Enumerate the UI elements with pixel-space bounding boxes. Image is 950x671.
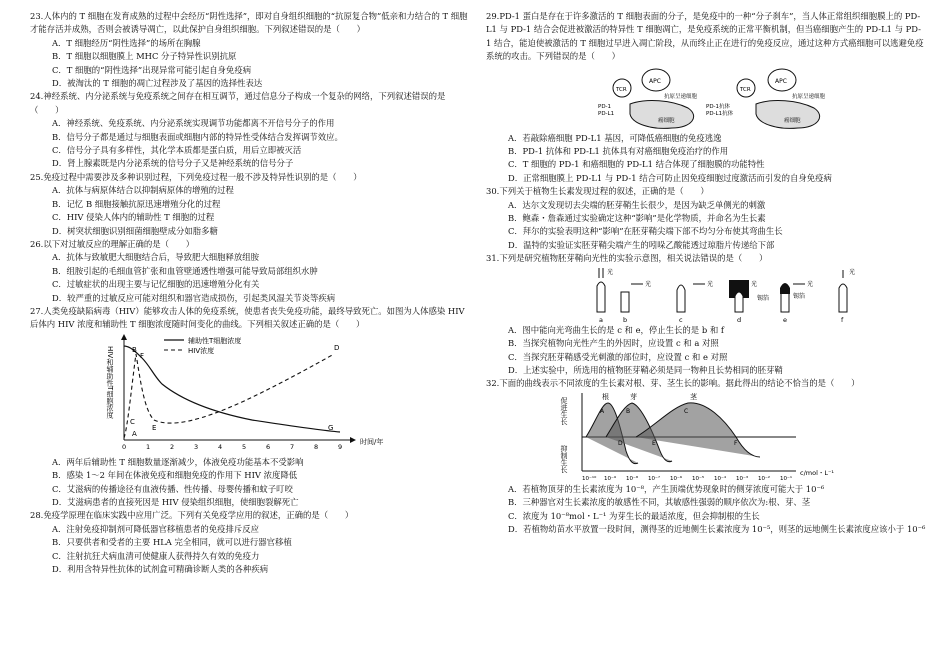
point-e: E <box>152 423 157 432</box>
apc-text-left: 抗原呈递细胞 <box>664 93 698 100</box>
apc-label-left: APC <box>649 77 661 85</box>
light-label-f: 光 <box>849 268 856 276</box>
option-b: B．组胺引起的毛细血管扩张和血管壁通透性增强可能导致局部组织水肿 <box>52 265 318 276</box>
point-b: B <box>132 345 137 354</box>
svg-text:10⁻²: 10⁻² <box>758 475 771 482</box>
svg-text:4: 4 <box>218 442 223 451</box>
hiv-chart <box>102 332 402 456</box>
question-23-stem: 23.人体内的 T 细胞在发育成熟的过程中会经历“阴性选择”，即对自身组织细胞的“抗原复合物”低亲和力结合的 T 细胞才能存活并成熟，否则会被诱导凋亡，以此保护自身组织细胞。下列叙述错误的是（ ） <box>30 11 468 35</box>
question-26 <box>30 238 468 305</box>
x-arrow <box>350 437 356 443</box>
question-30 <box>486 185 926 252</box>
light-label-b: 光 <box>645 280 652 288</box>
pdl1-antibody-label: PD-L1抗体 <box>706 110 734 117</box>
svg-text:A: A <box>600 407 605 415</box>
t-cell-curve <box>124 343 340 432</box>
option-d: D．较严重的过敏反应可能对组织和器官造成损伤，引起类风湿关节炎等疾病 <box>52 292 336 303</box>
cancer-cell-left <box>630 100 694 128</box>
svg-text:10⁻⁴: 10⁻⁴ <box>714 475 727 482</box>
svg-text:D: D <box>618 439 623 447</box>
point-g: G <box>328 423 334 432</box>
y-arrow <box>121 334 127 340</box>
question-30-stem: 30.下列关于植物生长素发现过程的叙述，正确的是（ ） <box>486 186 709 197</box>
coleoptile-c <box>677 285 685 312</box>
inhibit-label: 抑制生长 <box>560 444 568 473</box>
pd1-antibody-label: PD-1抗体 <box>706 103 731 110</box>
option-a: A．注射免疫抑制剂可降低器官移植患者的免疫排斥反应 <box>52 523 260 534</box>
svg-text:10⁻⁹: 10⁻⁹ <box>604 475 617 482</box>
right-column <box>486 10 926 536</box>
x-ticks <box>122 443 342 451</box>
option-c: C．注射抗狂犬病血清可使健康人获得持久有效的免疫力 <box>52 550 260 561</box>
cancer-label-left: 癌细胞 <box>658 117 675 124</box>
option-c: C．艾滋病的传播途径有血液传播、性传播、母婴传播和蚊子叮咬 <box>52 483 293 494</box>
hiv-y-label: HIV和辅助性T细胞浓度 <box>106 345 114 419</box>
svg-text:1: 1 <box>146 442 151 451</box>
tcr-label-left: TCR <box>616 86 627 93</box>
option-d: D．被淘汰的 T 细胞的凋亡过程涉及了基因的选择性表达 <box>52 78 263 89</box>
hiv-x-label: 时间/年 <box>360 437 384 446</box>
option-a: A．神经系统、免疫系统、内分泌系统实现调节功能都离不开信号分子的作用 <box>52 118 335 129</box>
question-31 <box>486 252 926 377</box>
svg-text:7: 7 <box>290 442 295 451</box>
option-d: D．树突状细胞识别细菌细胞壁成分如脂多糖 <box>52 225 218 236</box>
svg-text:10⁻⁵: 10⁻⁵ <box>692 475 705 482</box>
option-b: B．信号分子都是通过与细胞表面或细胞内部的特异性受体结合发挥调节效应。 <box>52 131 343 142</box>
pd1-label: PD-1 <box>598 103 612 110</box>
light-label-e: 光 <box>807 280 814 288</box>
question-28-stem: 28.免疫学原理在临床实践中应用广泛。下列有关免疫学应用的叙述，正确的是（ ） <box>30 510 354 521</box>
point-c: C <box>130 417 135 426</box>
letter-b: b <box>623 315 628 324</box>
svg-text:6: 6 <box>266 442 271 451</box>
question-26-stem: 26.以下对过敏反应的理解正确的是（ ） <box>30 238 195 249</box>
svg-text:10⁻⁶: 10⁻⁶ <box>670 475 683 482</box>
legend-t: 辅助性T细胞浓度 <box>188 336 242 345</box>
light-label-d: 光 <box>751 280 758 288</box>
left-column <box>30 10 468 576</box>
letter-e: e <box>783 315 787 324</box>
option-b: B．感染 1～2 年间在体液免疫和细胞免疫的作用下 HIV 浓度降低 <box>52 470 298 481</box>
coleoptile-f <box>839 284 847 312</box>
question-24-stem: 24.神经系统、内分泌系统与免疫系统之间存在相互调节，通过信息分子构成一个复杂的网络，下列叙述错误的是（ ） <box>30 91 446 115</box>
tin-cap-e <box>780 283 790 294</box>
tcr-label-right: TCR <box>740 86 751 93</box>
auxin-chart <box>556 391 876 483</box>
letter-d: d <box>737 315 742 324</box>
svg-text:10⁻¹: 10⁻¹ <box>780 475 793 482</box>
svg-text:3: 3 <box>194 442 199 451</box>
root-label: 根 <box>602 392 609 401</box>
option-a: A．抗体与病原体结合以抑制病原体的增殖的过程 <box>52 185 234 196</box>
option-d: D．若植物幼苗水平放置一段时间，测得茎的近地侧生长素浓度为 10⁻⁵，则茎的远地侧生长素浓度应该小于 10⁻⁶ <box>508 523 926 534</box>
option-a: A．两年后辅助性 T 细胞数量逐渐减少，体液免疫功能基本不受影响 <box>52 456 304 467</box>
coleoptile-d <box>735 292 743 312</box>
light-label-a: 光 <box>607 268 614 276</box>
cancer-label-right: 癌细胞 <box>784 117 801 124</box>
legend-hiv: HIV浓度 <box>188 346 215 355</box>
apc-label-right: APC <box>775 77 787 85</box>
option-c: C．过敏症状的出现主要与记忆细胞的迅速增殖分化有关 <box>52 279 260 290</box>
question-23 <box>30 10 468 90</box>
option-d: D．正常细胞膜上 PD-L1 与 PD-1 结合可防止因免疫细胞过度激活而引发的自身免疫病 <box>508 172 832 183</box>
svg-text:9: 9 <box>338 442 343 451</box>
question-25 <box>30 171 468 238</box>
option-b: B．当探究植物向光性产生的外因时，应设置 c 和 a 对照 <box>508 338 719 349</box>
svg-text:10⁻⁸: 10⁻⁸ <box>626 475 639 482</box>
cap-label: 锡箔 <box>793 292 806 300</box>
letter-f: f <box>841 315 844 324</box>
svg-text:10⁻³: 10⁻³ <box>736 475 749 482</box>
option-a: A．T 细胞经历“阴性选择”的场所在胸腺 <box>52 37 201 48</box>
option-c: C．信号分子具有多样性，其化学本质都是蛋白质，用后立即被灭活 <box>52 145 302 156</box>
svg-text:8: 8 <box>314 442 319 451</box>
svg-text:F: F <box>734 439 738 447</box>
option-c: C．HIV 侵染人体内的辅助性 T 细胞的过程 <box>52 212 215 223</box>
question-32 <box>486 377 926 536</box>
coleoptile-diagram <box>581 266 881 324</box>
pdl1-label: PD-L1 <box>598 110 615 117</box>
svg-text:B: B <box>626 407 631 415</box>
coleoptile-figure <box>486 266 926 324</box>
svg-text:5: 5 <box>242 442 247 451</box>
option-c: C．T 细胞的“阴性选择”出现异常可能引起自身免疫病 <box>52 64 252 75</box>
box-label: 锡箔 <box>757 294 770 302</box>
option-d: D．温特的实验证实胚芽鞘尖端产生的吲哚乙酸能透过琼脂片传递给下部 <box>508 239 775 250</box>
option-b: B．三种器官对生长素浓度的敏感性不同，其敏感性强弱的顺序依次为:根、芽、茎 <box>508 497 811 508</box>
point-d: D <box>334 343 340 352</box>
option-d: D．利用含特异性抗体的试剂盒可精确诊断人类的各种疾病 <box>52 564 269 574</box>
question-29-stem: 29.PD-1 蛋白是存在于许多激活的 T 细胞表面的分子，是免疫中的一种“分子刹车”，当人体正常组织细胞膜上的 PD-L1 与 PD-1 结合会促进被激活的特异性 T 细胞凋亡，是免疫系统的正常平衡机制，但当癌细胞产生的 PD-L1 与 PD-1 结合，能迫使被激活的 T 细胞过早进入凋亡阶段，从而终止正在进行的免疫反应，通过这种方式癌细胞可以逃避免疫系统的攻击。下列错误的是（ ） <box>486 11 924 62</box>
svg-text:C: C <box>684 407 689 415</box>
apc-text-right: 抗原呈递细胞 <box>792 93 826 100</box>
option-b: B．记忆 B 细胞接触抗原迅速增殖分化的过程 <box>52 198 221 209</box>
x-ticks <box>582 475 792 482</box>
option-b: B．PD-1 抗体和 PD-L1 抗体具有对癌细胞免疫治疗的作用 <box>508 146 729 157</box>
option-c: C．拜尔的实验表明这种“影响”在胚芽鞘尖端下部不均匀分布使其弯曲生长 <box>508 226 783 237</box>
option-d: D．上述实验中，所选用的植物胚芽鞘必须是同一物种且长势相同的胚芽鞘 <box>508 364 783 375</box>
svg-text:2: 2 <box>170 442 175 451</box>
question-27-stem: 27.人类免疫缺陷病毒（HIV）能够攻击人体的免疫系统，使患者丧失免疫功能，最终导致死亡。如图为人体感染 HIV 后体内 HIV 浓度和辅助性 T 细胞浓度随时间变化的曲线。下列相关叙述正确的是（ ） <box>30 305 465 330</box>
option-a: A．若植物顶芽的生长素浓度为 10⁻⁸，产生顶端优势现象时的侧芽浓度可能大于 10⁻⁶ <box>508 483 825 494</box>
option-b: B．只要供者和受者的主要 HLA 完全相同，就可以进行器官移植 <box>52 537 292 548</box>
option-b: B．T 细胞以细胞膜上 MHC 分子特异性识别抗原 <box>52 51 237 62</box>
option-a: A．图中能向光弯曲生长的是 c 和 e，停止生长的是 b 和 f <box>508 324 725 335</box>
option-d: D．艾滋病患者的直接死因是 HIV 侵染组织细胞，使细胞裂解死亡 <box>52 496 299 507</box>
coleoptile-b <box>621 292 629 312</box>
hiv-figure <box>30 332 468 456</box>
point-f: F <box>140 351 145 360</box>
option-c: C．浓度为 10⁻⁸mol・L⁻¹ 为芽生长的最适浓度，但会抑制根的生长 <box>508 510 760 521</box>
option-b: B．鲍森・詹森通过实验确定这种“影响”是化学物质，并命名为生长素 <box>508 213 766 224</box>
letter-a: a <box>599 315 603 324</box>
option-a: A．达尔文发现切去尖端的胚芽鞘生长很少，是因为缺乏单侧光的刺激 <box>508 199 766 210</box>
option-d: D．肾上腺素既是内分泌系统的信号分子又是神经系统的信号分子 <box>52 158 294 169</box>
svg-text:10⁻¹⁰: 10⁻¹⁰ <box>582 475 597 482</box>
option-c: C．当探究胚芽鞘感受光刺激的部位时，应设置 c 和 e 对照 <box>508 351 728 362</box>
option-a: A．若敲除癌细胞 PD-L1 基因，可降低癌细胞的免疫逃逸 <box>508 132 722 143</box>
x-unit: c/mol・L⁻¹ <box>800 468 835 477</box>
svg-text:0: 0 <box>122 442 127 451</box>
bud-label: 芽 <box>630 392 637 401</box>
auxin-figure <box>486 391 926 483</box>
question-24 <box>30 90 468 170</box>
option-a: A．抗体与致敏肥大细胞结合后，导致肥大细胞释放组胺 <box>52 252 260 263</box>
question-25-stem: 25.免疫过程中需要涉及多种识别过程，下列免疫过程一般不涉及特异性识别的是（ ） <box>30 171 362 182</box>
cancer-cell-right <box>756 100 820 128</box>
coleoptile-a <box>597 282 605 312</box>
svg-text:E: E <box>652 439 656 447</box>
question-27 <box>30 305 468 509</box>
pd1-diagram <box>596 64 856 132</box>
question-28 <box>30 509 468 576</box>
letter-c: c <box>679 315 683 324</box>
light-label-c: 光 <box>707 280 714 288</box>
question-31-stem: 31.下列是研究植物胚芽鞘向光性的实验示意图，相关说法错误的是（ ） <box>486 253 768 264</box>
promote-label: 促进生长 <box>560 396 568 425</box>
pd1-figure <box>486 64 926 132</box>
stem-label: 茎 <box>690 392 697 401</box>
point-a: A <box>132 429 137 438</box>
question-32-stem: 32.下面的曲线表示不同浓度的生长素对根、芽、茎生长的影响。据此得出的结论不恰当的是（ ） <box>486 378 860 389</box>
question-29 <box>486 10 926 185</box>
svg-text:10⁻⁷: 10⁻⁷ <box>648 475 661 482</box>
option-c: C．T 细胞的 PD-1 和癌细胞的 PD-L1 结合体现了细胞膜的功能特性 <box>508 159 765 170</box>
